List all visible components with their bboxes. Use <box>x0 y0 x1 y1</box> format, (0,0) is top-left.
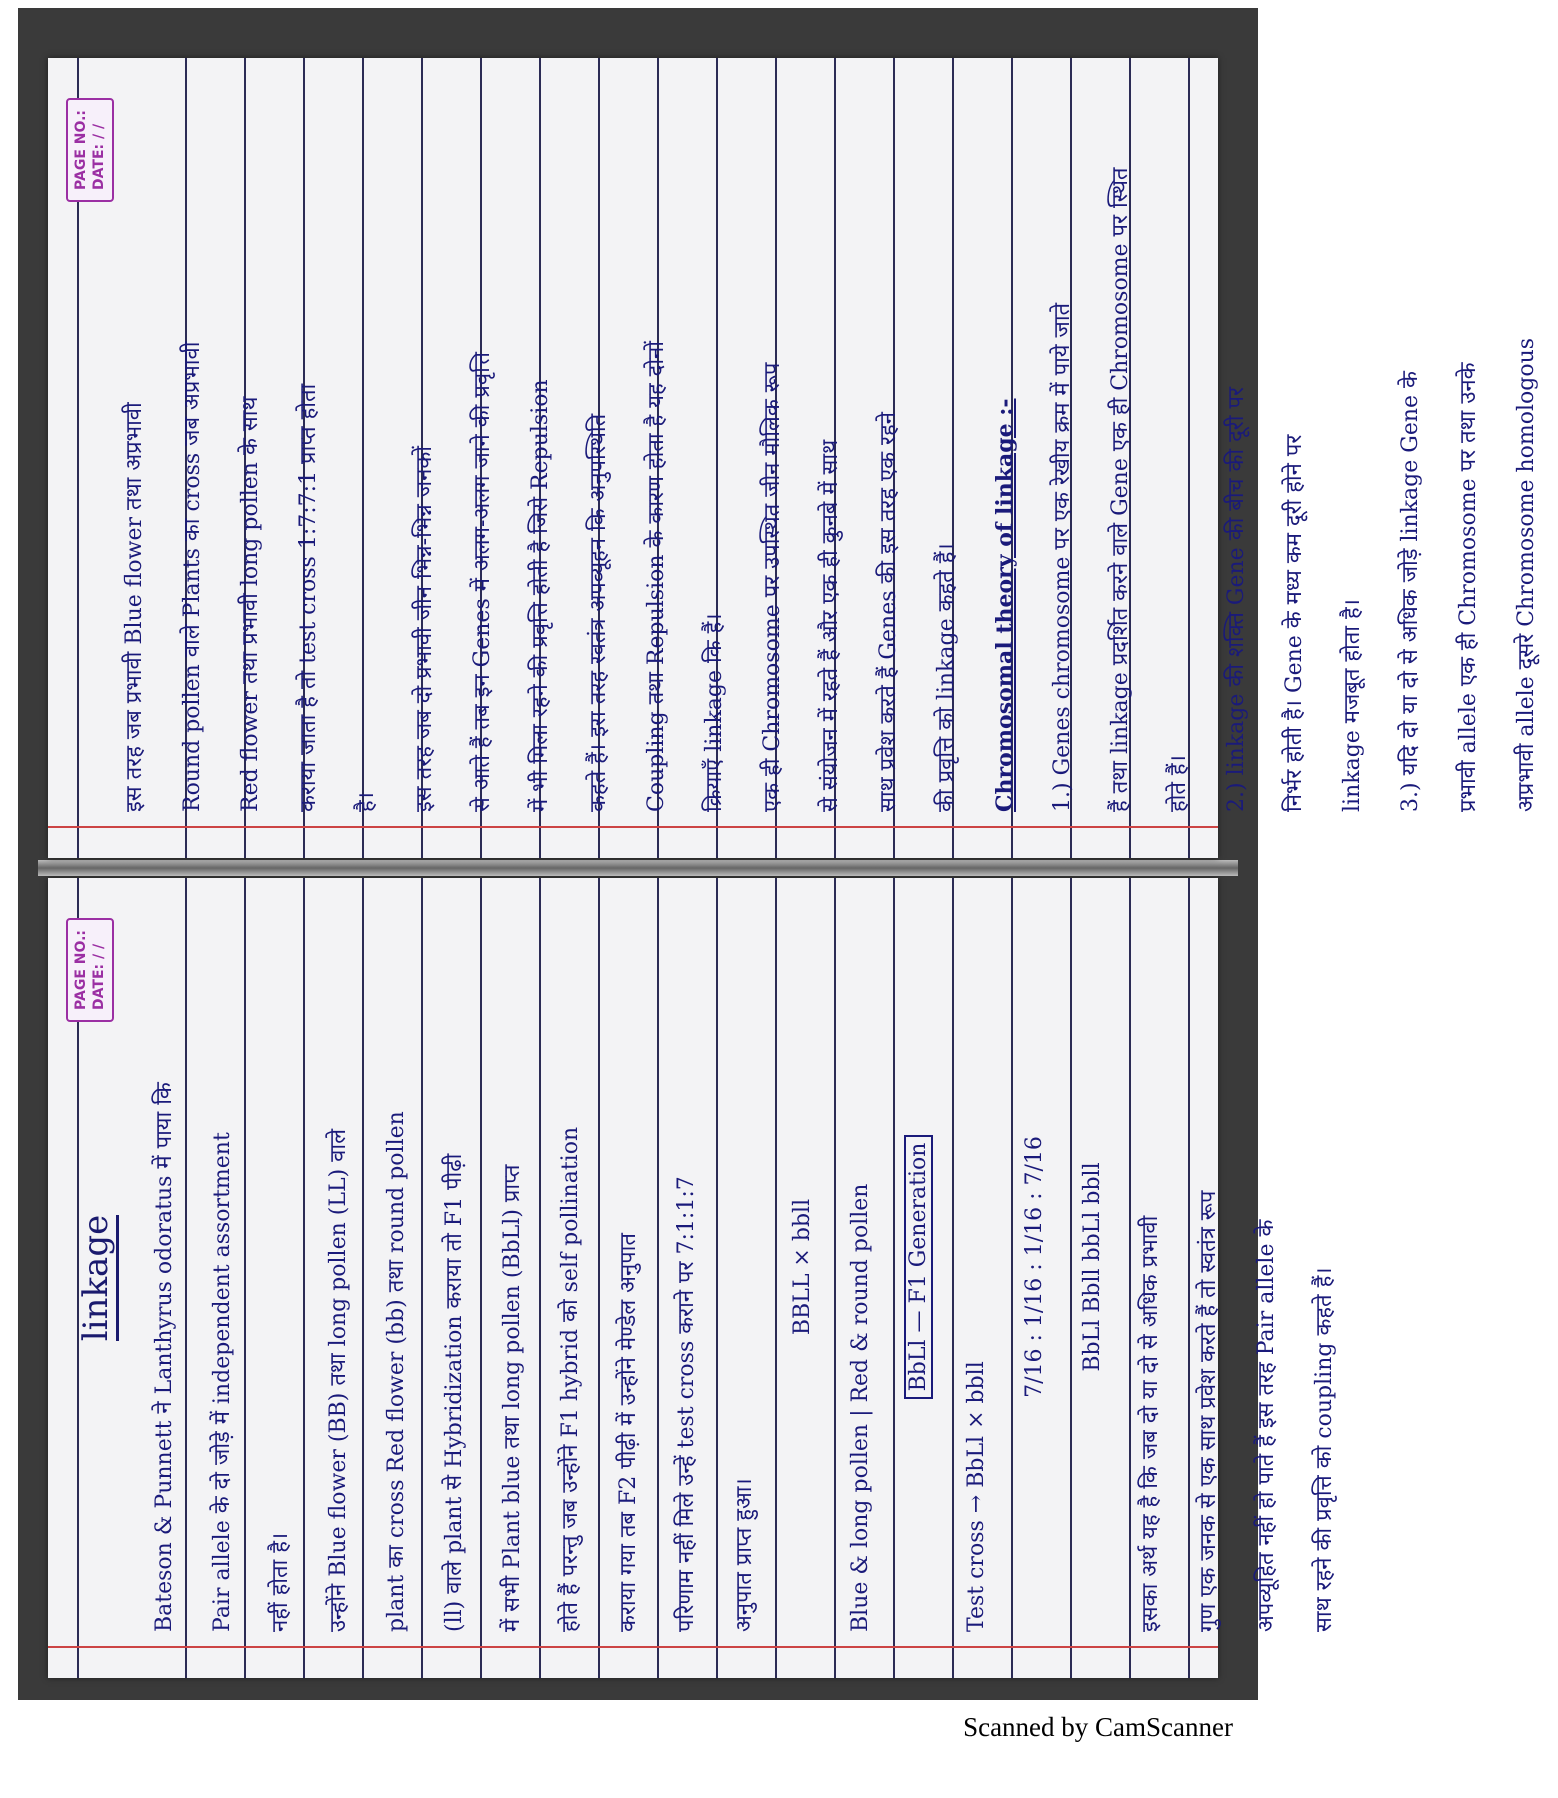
scanned-photo <box>18 8 1539 1700</box>
right-page <box>48 58 1539 858</box>
date-label: DATE: / / <box>91 943 108 1010</box>
text-line: अनुपात प्राप्त हुआ। <box>732 1478 757 1632</box>
text-line: Round pollen वाले Plants का cross जब अप्रभावी <box>180 341 205 812</box>
text-line: हैं तथा linkage प्रदर्शित करने वाले Gene एक ही Chromosome पर स्थित <box>1108 167 1133 812</box>
text-line: कराया गया तब F2 पीढ़ी में उन्होंने मेण्डेल अनुपात <box>616 1233 641 1632</box>
text-line: प्रभावी allele एक ही Chromosome पर तथा उनके <box>1456 362 1481 812</box>
point-3-line: 3.) यदि दो या दो से अधिक जोड़े linkage Gene के <box>1398 371 1423 812</box>
left-page-text <box>138 902 1356 1632</box>
genotypes-line: BbLl Bbll bbLl bbll <box>1080 1162 1105 1372</box>
section-heading: Chromosomal theory of linkage :- <box>992 398 1018 812</box>
text-line: होते हैं। <box>1166 755 1191 812</box>
scanner-watermark: Scanned by CamScanner <box>963 1712 1233 1742</box>
margin-line <box>48 826 1218 828</box>
text-line: गुण एक जनक से एक साथ प्रवेश करते हैं तो स्वतंत्र रूप <box>1196 1190 1221 1632</box>
title-text: linkage <box>76 1215 119 1341</box>
text-line: Pair allele के दो जोड़े में independent assortment <box>210 1132 235 1632</box>
f1-generation-text: BbLl — F1 Generation <box>904 1135 933 1400</box>
text-line: से संयोजन में रहते हैं और एक ही कुनबे में साथ <box>818 439 843 812</box>
text-line: में भी मिला रहने की प्रवृत्ति होती है जिसे Repulsion <box>528 379 553 812</box>
margin-line <box>48 1646 1218 1648</box>
text-line: Coupling तथा Repulsion के कारण होता है यह दोनों <box>644 341 669 812</box>
text-line: plant का cross Red flower (bb) तथा round pollen <box>384 1111 409 1632</box>
point-2-line: 2.) linkage की शक्ति Gene की बीच की दूरी पर <box>1224 387 1249 812</box>
left-page <box>48 878 1337 1678</box>
page-no-label: PAGE NO.: <box>73 930 89 1010</box>
text-line: Red flower तथा प्रभावी long pollen के साथ <box>238 396 263 812</box>
text-line: अप्रभावी allele दूसरे Chromosome homologous <box>1514 337 1539 812</box>
f1-generation-line <box>892 902 950 1632</box>
text-line: उन्होंने Blue flower (BB) तथा long pollen (LL) वाले <box>326 1129 351 1632</box>
book-gutter <box>38 860 1238 876</box>
test-cross-line: Test cross → BbLl × bbll <box>964 1361 989 1632</box>
text-line: की प्रवृत्ति को linkage कहते हैं। <box>934 543 959 812</box>
page-no-label: PAGE NO.: <box>73 110 89 190</box>
text-line: में सभी Plant blue तथा long pollen (BbLl) प्राप्त <box>500 1164 525 1632</box>
text-line: नहीं होता है। <box>268 1532 293 1632</box>
text-line: इसका अर्थ यह है कि जब दो या दो से अधिक प्रभावी <box>1138 1215 1163 1632</box>
text-line: होते हैं परन्तु जब उन्होंने F1 hybrid को self pollination <box>558 1126 583 1632</box>
page-title <box>76 878 116 1678</box>
text-line: अपव्यूहित नहीं हो पाते हैं इस तरह Pair allele के <box>1254 1219 1279 1632</box>
text-line: साथ रहने की प्रवृत्ति को coupling कहते हैं। <box>1312 1267 1337 1632</box>
text-line: linkage मजबूत होता है। <box>1340 599 1365 812</box>
text-line: Bateson & Punnett ने Lanthyrus odoratus में पाया कि <box>152 1082 177 1632</box>
text-line: है। <box>354 791 379 812</box>
date-label: DATE: / / <box>91 123 108 190</box>
text-line: से आते हैं तब इन Genes में अलग-अलग जाने की प्रवृत्ति <box>470 352 495 812</box>
text-line: क्रियाएँ linkage कि हैं। <box>702 613 727 812</box>
text-line: (ll) वाले plant से Hybridization कराया तो F1 पीढ़ी <box>442 1153 467 1632</box>
right-page-text <box>108 82 1558 812</box>
text-line: इस तरह जब प्रभावी Blue flower तथा अप्रभावी <box>122 402 147 812</box>
text-line: एक ही Chromosome पर उपस्थित जीन मौलिक रूप <box>760 362 785 812</box>
text-line: परिणाम नहीं मिले उन्हें test cross कराने पर 7:1:1:7 <box>674 1176 699 1632</box>
text-line: इस तरह जब दो प्रभावी जीन भिन्न-भिन्न जनकों <box>412 446 437 812</box>
ratio-line: 7/16 : 1/16 : 1/16 : 7/16 <box>1022 1136 1047 1398</box>
text-line: साथ प्रवेश करते हैं Genes की इस तरह एक रहने <box>876 412 901 812</box>
parents-line: Blue & long pollen | Red & round pollen <box>848 1183 873 1632</box>
point-1-line: 1.) Genes chromosome पर एक रेखीय क्रम में पाये जाते <box>1050 302 1075 812</box>
cross-line: BBLL × bbll <box>790 1198 815 1336</box>
text-line: कराया जाता है तो test cross 1:7:7:1 प्राप्त होता <box>296 383 321 812</box>
text-line: निर्भर होती है। Gene के मध्य कम दूरी होने पर <box>1282 434 1307 812</box>
notebook-spread <box>38 48 1539 1688</box>
text-line: कहते हैं। इस तरह स्वतंत्र अपव्यूहन कि अनुपस्थिति <box>586 413 611 812</box>
